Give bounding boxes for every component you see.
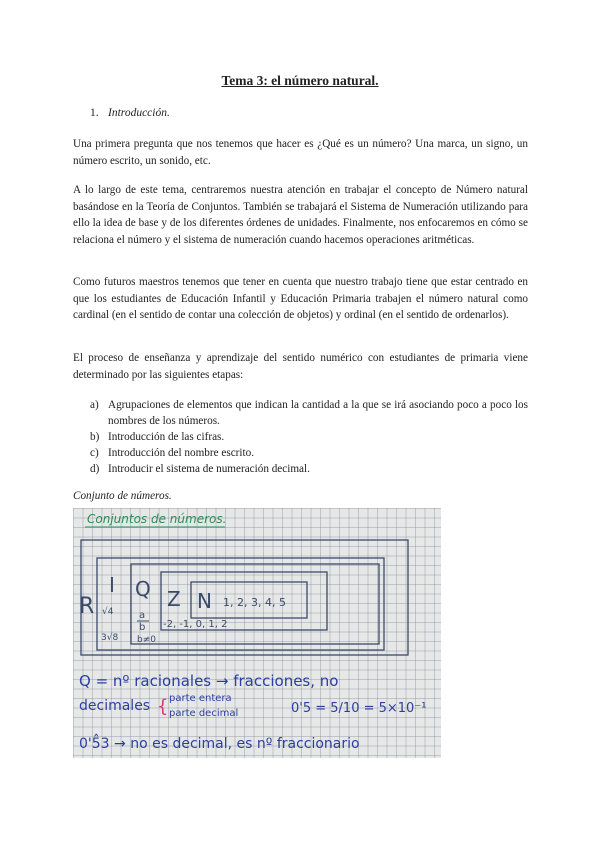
stages-list	[90, 397, 528, 477]
n-elements: 1, 2, 3, 4, 5	[223, 596, 286, 609]
paragraph-1: Una primera pregunta que nos tenemos que hacer es ¿Qué es un número? Una marca, un signo, un número escrito, un sonido, etc.	[73, 138, 528, 167]
section-number: 1.	[90, 107, 99, 119]
set-z-label: Z	[167, 587, 181, 611]
list-item	[90, 429, 528, 445]
list-item-text: Agrupaciones de elementos que indican la cantidad a la que se irá asociando poco a poco los nombres de los números.	[108, 399, 528, 427]
handwritten-sets-photo	[73, 508, 441, 758]
section-heading	[90, 107, 170, 119]
set-r-label: R	[79, 594, 95, 619]
list-item	[90, 397, 528, 429]
z-elements: -2, -1, 0, 1, 2	[163, 619, 228, 630]
set-n-label: N	[197, 589, 212, 613]
document-title: Tema 3: el número natural.	[221, 73, 379, 88]
list-marker: a)	[90, 399, 99, 411]
sets-diagram	[73, 508, 441, 758]
section-label: Introducción.	[108, 107, 170, 119]
set-i-label: I	[109, 573, 115, 597]
note-brace: {	[157, 696, 169, 717]
note-decimales: decimales	[79, 698, 151, 714]
list-item	[90, 461, 528, 477]
list-item	[90, 445, 528, 461]
q-fraction-numerator: a	[139, 610, 146, 621]
paragraph-3: Como futuros maestros tenemos que tener en cuenta que nuestro trabajo tiene que estar centrado en que los estudiantes de Educación Infantil y Educación Primaria trabajen el número natural como cardinal (en el sentido de contar una colección de objetos) y ordinal (en el sentido de ordenarlos).	[73, 276, 528, 322]
i-example-sqrt4: √4	[102, 607, 114, 617]
set-q-label: Q	[135, 577, 151, 601]
list-marker: b)	[90, 431, 100, 443]
note-line-1: Q = nº racionales → fracciones, no	[79, 672, 339, 690]
diagram-heading: Conjuntos de números.	[87, 512, 227, 526]
note-line-3: 0'5̂3 → no es decimal, es nº fraccionario	[79, 736, 360, 752]
list-marker: d)	[90, 463, 100, 475]
list-item-text: Introducción de las cifras.	[108, 431, 225, 443]
note-equation: 0'5 = 5/10 = 5×10⁻¹	[291, 701, 427, 716]
note-parte-entera: parte entera	[169, 693, 232, 704]
i-example-cbrt8: 3√8	[101, 633, 119, 643]
paragraph-4: El proceso de enseñanza y aprendizaje del sentido numérico con estudiantes de primaria viene determinado por las siguientes etapas:	[73, 352, 528, 381]
list-marker: c)	[90, 447, 99, 459]
figure-caption: Conjunto de números.	[73, 490, 172, 502]
paragraph-2: A lo largo de este tema, centraremos nuestra atención en trabajar el concepto de Número natural basándose en la Teoría de Conjuntos. También se trabajará el Sistema de Numeración utilizando para ello la idea de base y de los diferentes órdenes de unidades. Finalmente, nos enfocaremos en cómo se relaciona el número y el sistema de numeración cuando hacemos operaciones aritméticas.	[73, 184, 528, 246]
list-item-text: Introducir el sistema de numeración decimal.	[108, 463, 310, 475]
note-parte-decimal: parte decimal	[169, 708, 239, 719]
q-fraction-denominator: b	[139, 622, 146, 633]
list-item-text: Introducción del nombre escrito.	[108, 447, 255, 459]
q-condition: b≠0	[137, 635, 156, 645]
